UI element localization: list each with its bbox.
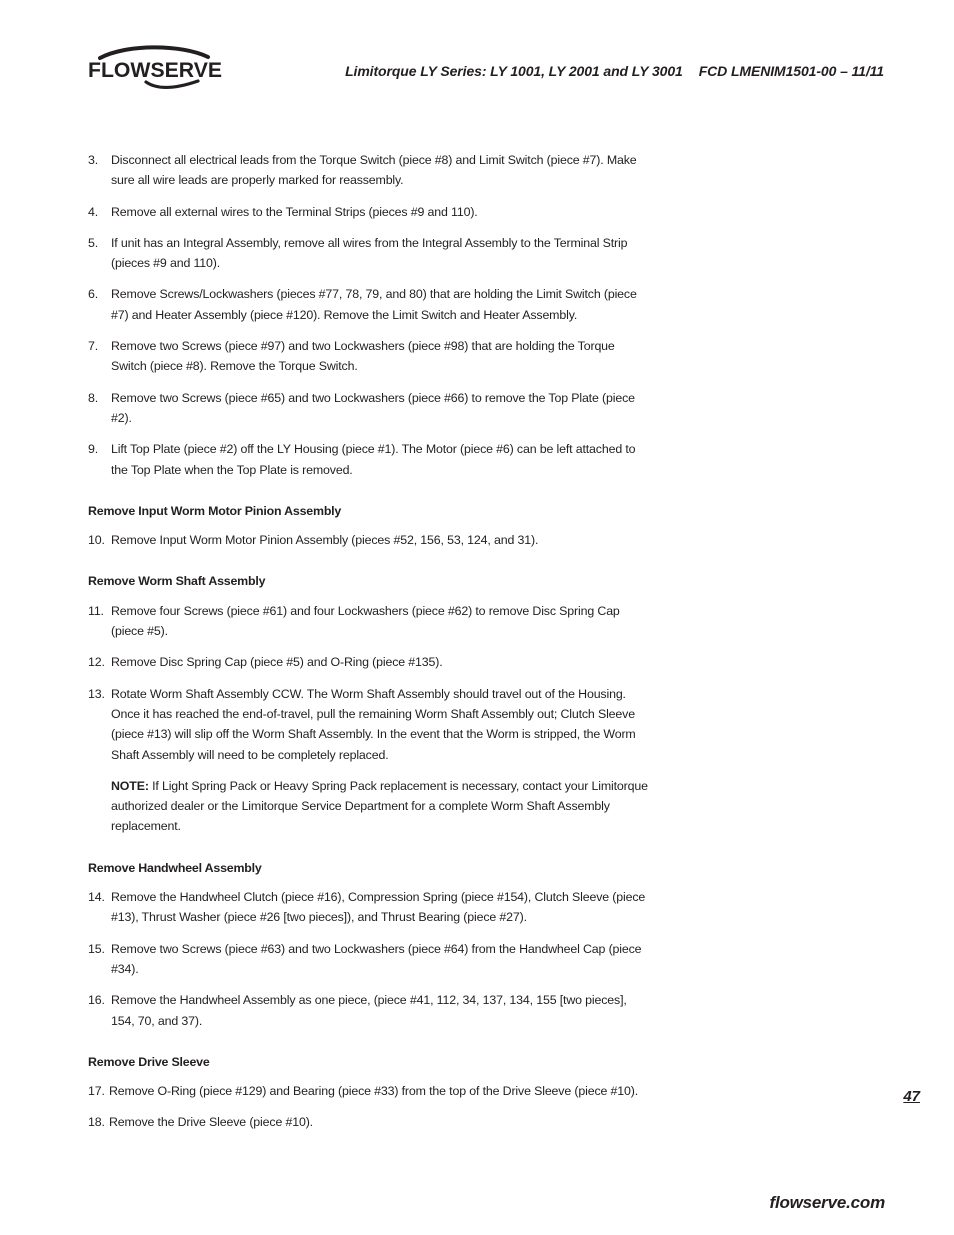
- step-text: Remove all external wires to the Terminal Strips (pieces #9 and 110).: [111, 204, 478, 219]
- note-label: NOTE:: [111, 778, 149, 793]
- step-number: 3.: [88, 153, 99, 167]
- step-number: 12.: [88, 655, 105, 670]
- step-item: [88, 530, 653, 550]
- step-text: Lift Top Plate (piece #2) off the LY Housing (piece #1). The Motor (piece #6) can be left attached to the Top Plate when the Top Plate is removed.: [111, 442, 636, 477]
- step-number: 9.: [88, 442, 99, 457]
- step-number: 5.: [88, 235, 99, 250]
- section-heading-worm-shaft: Remove Worm Shaft Assembly: [88, 574, 266, 589]
- note-text: If Light Spring Pack or Heavy Spring Pack replacement is necessary, contact your Limitorque authorized dealer or the Limitorque Service Department for a complete Worm Shaft Assembly replacement.: [111, 778, 648, 834]
- svg-text:FLOWSERVE: FLOWSERVE: [88, 59, 222, 82]
- step-number: 18.: [88, 1115, 105, 1130]
- step-number: 4.: [88, 204, 99, 219]
- document-header: [345, 63, 884, 79]
- step-item: [88, 202, 653, 222]
- step-item: [88, 1081, 653, 1101]
- section-heading-handwheel: Remove Handwheel Assembly: [88, 860, 262, 875]
- section-heading-input-worm: Remove Input Worm Motor Pinion Assembly: [88, 503, 342, 518]
- step-text: Remove the Handwheel Clutch (piece #16), Compression Spring (piece #154), Clutch Sleeve (piece #13), Thrust Washer (piece #26 [two pieces]), and Thrust Bearing (piece #27).: [111, 890, 646, 925]
- step-item: [88, 1112, 653, 1132]
- step-text: Rotate Worm Shaft Assembly CCW. The Worm Shaft Assembly should travel out of the Housing. Once it has reached the end-of-travel, pull the remaining Worm Shaft Assembly out; Clutch Sleeve (piece #13) will slip off the Worm Shaft Assembly. In the event that the Worm is stripped, the Worm Shaft Assembly will need to be completely replaced.: [111, 686, 636, 762]
- step-number: 16.: [88, 993, 105, 1008]
- step-item: [88, 150, 653, 191]
- document-code: FCD LMENIM1501-00 – 11/11: [698, 63, 884, 79]
- step-item: [88, 887, 653, 928]
- step-item: [88, 684, 653, 765]
- step-number: 17.: [88, 1084, 105, 1099]
- step-text: If unit has an Integral Assembly, remove all wires from the Integral Assembly to the Terminal Strip (pieces #9 and 110).: [111, 235, 628, 271]
- flowserve-logo: [86, 42, 226, 96]
- step-item: [88, 601, 653, 642]
- step-number: 6.: [88, 287, 99, 302]
- step-number: 14.: [88, 890, 105, 905]
- step-item: [88, 336, 653, 377]
- step-number: 13.: [88, 686, 105, 701]
- section-heading-drive-sleeve: Remove Drive Sleeve: [88, 1054, 210, 1069]
- flowserve-logo-icon: [86, 42, 226, 96]
- step-text: Remove Disc Spring Cap (piece #5) and O-Ring (piece #135).: [111, 655, 443, 670]
- footer-url: flowserve.com: [769, 1193, 885, 1212]
- step-text: Remove two Screws (piece #65) and two Lockwashers (piece #66) to remove the Top Plate (piece #2).: [111, 390, 635, 425]
- document-title: Limitorque LY Series: LY 1001, LY 2001 and LY 3001: [345, 63, 683, 79]
- step-text: Remove the Drive Sleeve (piece #10).: [109, 1115, 313, 1130]
- step-text: Remove O-Ring (piece #129) and Bearing (piece #33) from the top of the Drive Sleeve (piece #10).: [109, 1084, 639, 1099]
- step-text: Remove four Screws (piece #61) and four Lockwashers (piece #62) to remove Disc Spring Cap (piece #5).: [111, 603, 620, 639]
- step-item: [88, 990, 653, 1031]
- step-item: [88, 439, 653, 480]
- step-item: [88, 939, 653, 980]
- step-number: 7.: [88, 339, 99, 354]
- step-text: Remove two Screws (piece #97) and two Lockwashers (piece #98) that are holding the Torque Switch (piece #8). Remove the Torque Switch.: [111, 339, 615, 374]
- step-text: Remove Input Worm Motor Pinion Assembly (pieces #52, 156, 53, 124, and 31).: [111, 533, 539, 548]
- step-text: Remove the Handwheel Assembly as one piece, (piece #41, 112, 34, 137, 134, 155 [two pieces], 154, 70, and 37).: [111, 993, 627, 1028]
- step-text: Remove Screws/Lockwashers (pieces #77, 78, 79, and 80) that are holding the Limit Switch (piece #7) and Heater Assembly (piece #120). Remove the Limit Switch and Heater Assembly.: [111, 287, 637, 322]
- page-number: 47: [903, 1088, 920, 1105]
- step-item: [88, 388, 653, 429]
- page-content: [88, 150, 653, 1144]
- step-item: [88, 652, 653, 672]
- step-number: 15.: [88, 941, 105, 956]
- step-item: [88, 233, 653, 274]
- step-number: 10.: [88, 533, 105, 548]
- step-item: [88, 284, 653, 325]
- step-text: Remove two Screws (piece #63) and two Lockwashers (piece #64) from the Handwheel Cap (piece #34).: [111, 941, 642, 976]
- step-text: Disconnect all electrical leads from the Torque Switch (piece #8) and Limit Switch (piece #7). Make sure all wire leads are properly marked for reassembly.: [111, 153, 637, 188]
- note: [88, 776, 653, 837]
- step-number: 11.: [88, 603, 104, 618]
- step-number: 8.: [88, 390, 99, 405]
